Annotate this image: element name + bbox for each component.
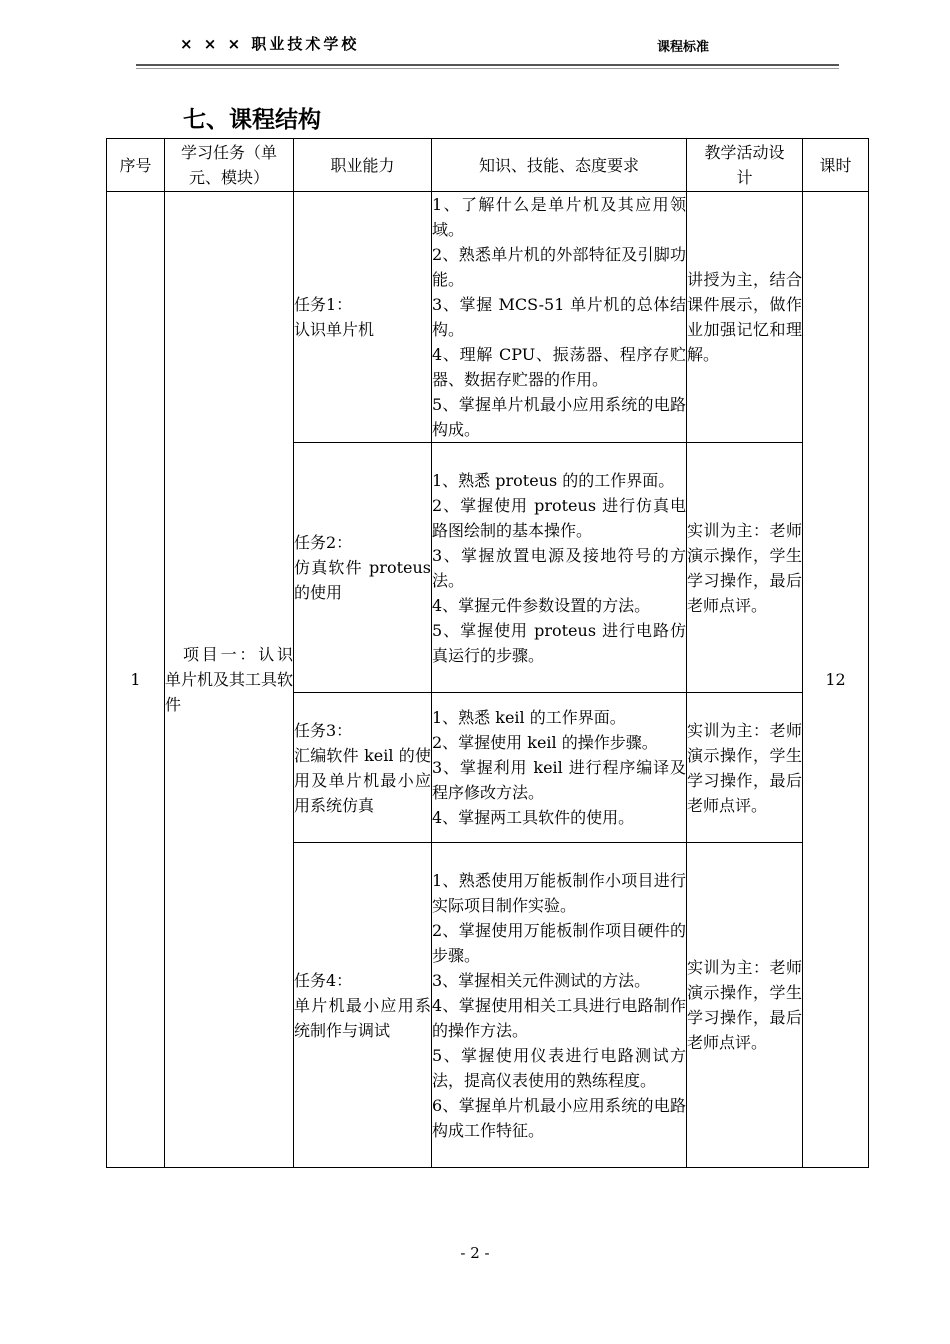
task-ability: 任务4： 单片机最小应用系统制作与调试 [294,843,432,1168]
header-index: 序号 [107,139,165,192]
knowledge-item: 4、理解 CPU、振荡器、程序存贮器、数据存贮器的作用。 [432,345,686,389]
knowledge-item: 5、掌握使用 proteus 进行电路仿真运行的步骤。 [432,620,686,665]
task-knowledge [432,843,687,1168]
row-hours: 12 [803,192,869,1168]
header-hours: 课时 [803,139,869,192]
knowledge-item: 3、掌握相关元件测试的方法。 [432,970,651,990]
task-knowledge [432,443,687,693]
task-knowledge [432,192,687,443]
task-knowledge [432,693,687,843]
row-index: 1 [107,192,165,1168]
knowledge-item: 5、掌握使用仪表进行电路测试方法，提高仪表使用的熟练程度。 [432,1045,686,1090]
knowledge-item: 2、熟悉单片机的外部特征及引脚功能。 [432,245,686,289]
knowledge-item: 2、掌握使用万能板制作项目硬件的步骤。 [432,920,686,965]
knowledge-item: 4、掌握元件参数设置的方法。 [432,595,651,615]
knowledge-item: 4、掌握两工具软件的使用。 [432,808,635,827]
knowledge-item: 3、掌握利用 keil 进行程序编译及程序修改方法。 [432,758,686,802]
header-divider [136,64,839,66]
task-activity: 实训为主：老师演示操作，学生学习操作，最后老师点评。 [687,843,803,1168]
task-ability: 任务2： 仿真软件 proteus 的使用 [294,443,432,693]
task-activity: 实训为主：老师演示操作，学生学习操作，最后老师点评。 [687,443,803,693]
header-requirements: 知识、技能、态度要求 [432,139,687,192]
header-divider-thin [136,68,839,69]
knowledge-item: 4、掌握使用相关工具进行电路制作的操作方法。 [432,995,686,1040]
document-type: 课程标准 [657,40,710,55]
table-header-row [107,139,869,192]
header-teaching-activity: 教学活动设计 [687,139,803,192]
page-number: - 2 - [460,1244,490,1262]
task-ability: 任务3： 汇编软件 keil 的使用及单片机最小应用系统仿真 [294,693,432,843]
header-learning-task: 学习任务（单元、模块） [165,139,294,192]
knowledge-item: 6、掌握单片机最小应用系统的电路构成工作特征。 [432,1095,686,1140]
school-name: × × × 职业技术学校 [180,35,360,53]
knowledge-item: 3、掌握 MCS-51 单片机的总体结构。 [432,295,686,339]
knowledge-item: 5、掌握单片机最小应用系统的电路构成。 [432,395,686,439]
task-activity: 实训为主：老师演示操作，学生学习操作，最后老师点评。 [687,693,803,843]
knowledge-item: 1、熟悉 proteus 的的工作界面。 [432,470,675,490]
task-activity: 讲授为主，结合课件展示，做作业加强记忆和理解。 [687,192,803,443]
knowledge-item: 2、掌握使用 proteus 进行仿真电路图绘制的基本操作。 [432,495,686,540]
task-ability: 任务1： 认识单片机 [294,192,432,443]
knowledge-item: 2、掌握使用 keil 的操作步骤。 [432,733,658,752]
knowledge-item: 3、掌握放置电源及接地符号的方法。 [432,545,686,590]
table-row [107,192,869,443]
project-name: 项目一：认识单片机及其工具软件 [165,192,294,1168]
knowledge-item: 1、熟悉使用万能板制作小项目进行实际项目制作实验。 [432,870,686,915]
header-vocational-ability: 职业能力 [294,139,432,192]
section-title: 七、课程结构 [183,107,321,133]
knowledge-item: 1、了解什么是单片机及其应用领域。 [432,195,686,239]
course-structure-table [106,138,869,1168]
knowledge-item: 1、熟悉 keil 的工作界面。 [432,708,626,727]
